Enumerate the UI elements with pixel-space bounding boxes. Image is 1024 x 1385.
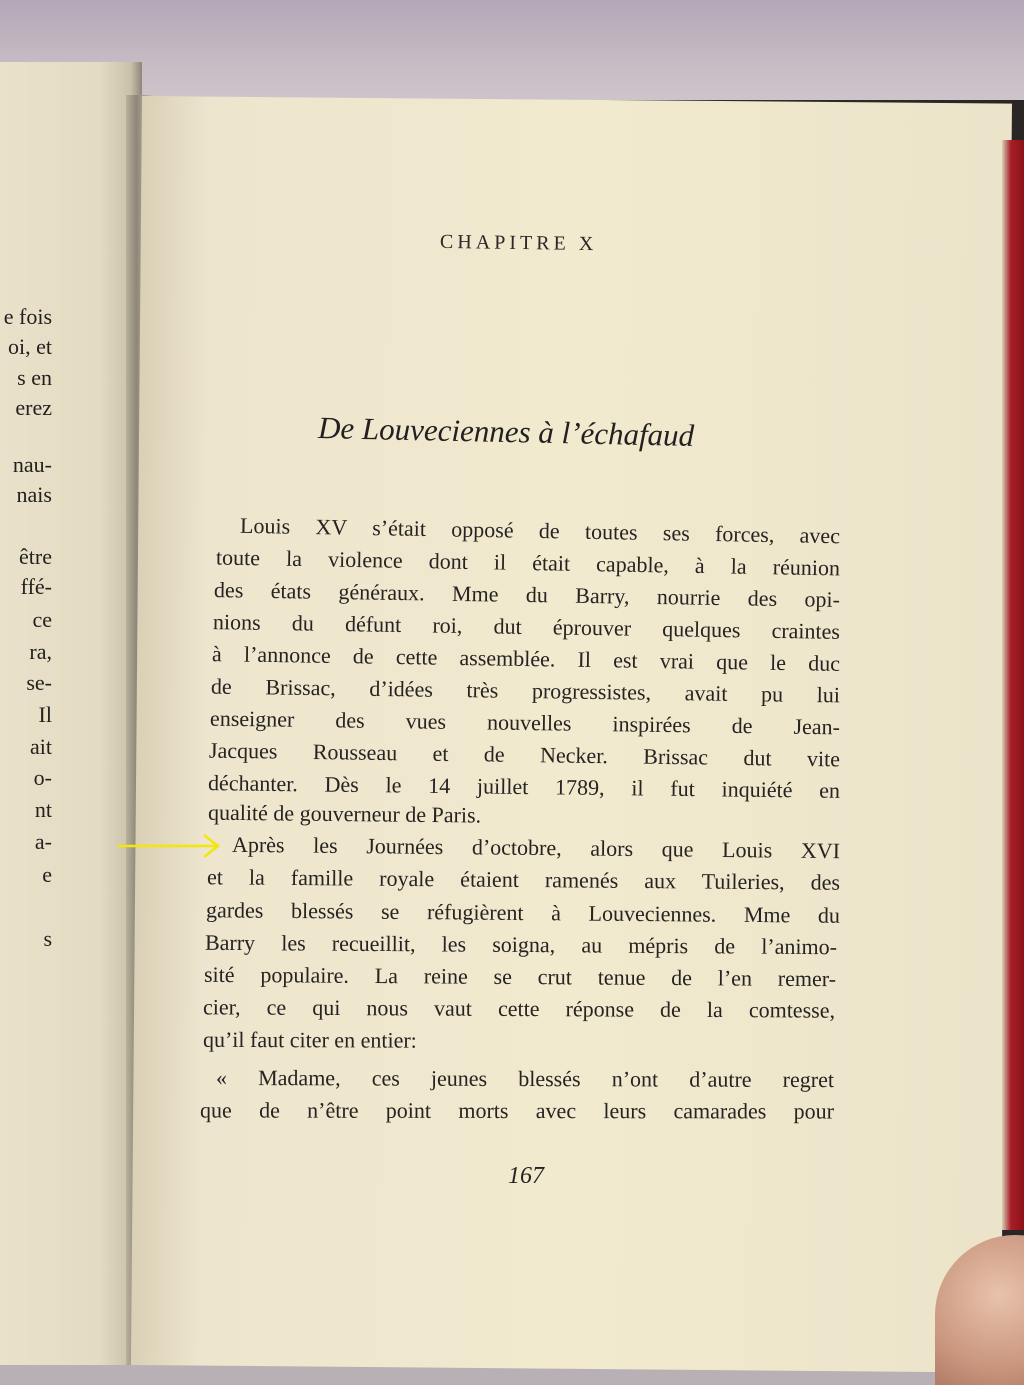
text-line: cier, ce qui nous vaut cette réponse de la comtesse, [202, 994, 836, 1023]
left-fragment: ffé- [20, 574, 52, 599]
left-fragment: e [42, 862, 52, 887]
left-fragment: oi, et [8, 334, 52, 359]
left-fragment: erez [15, 395, 52, 420]
left-fragment: nt [34, 797, 52, 822]
left-fragment: o- [33, 765, 52, 790]
text-line: Après les Journées d’octobre, alors que Louis XVI [231, 831, 841, 864]
left-fragment: s [43, 926, 52, 951]
text-line: qualité de gouverneur de Paris. [207, 799, 482, 828]
left-fragment: s en [17, 365, 52, 390]
text-line: toute la violence dont il était capable, à la réunion [215, 544, 841, 581]
chapter-label: CHAPITRE X [439, 230, 598, 256]
left-fragment: nais [16, 482, 52, 507]
text-line: qu’il faut citer en entier: [202, 1026, 417, 1053]
text-line: Jacques Rousseau et de Necker. Brissac dut vite [208, 737, 841, 772]
left-fragment: ra, [29, 639, 52, 664]
arrow-icon [118, 833, 222, 859]
page-number: 167 [508, 1163, 544, 1189]
left-page [0, 62, 142, 1365]
left-fragment: Il [38, 702, 52, 727]
text-line: que de n’être point morts avec leurs camarades pour [199, 1097, 835, 1124]
left-fragment: nau- [12, 452, 52, 477]
text-line: nions du défunt roi, dut éprouver quelques craintes [212, 609, 841, 644]
text-line: déchanter. Dès le 14 juillet 1789, il fut inquiété en [207, 770, 841, 803]
left-fragment: être [19, 544, 52, 569]
text-line: sité populaire. La reine se crut tenue de l’en remer- [203, 961, 837, 992]
text-line: gardes blessés se réfugièrent à Louveciennes. Mme du [205, 897, 841, 928]
left-fragment: e fois [3, 304, 52, 329]
text-line: « Madame, ces jeunes blessés n’ont d’autre regret [215, 1064, 835, 1093]
text-line: des états généraux. Mme du Barry, nourrie des opi- [213, 577, 841, 612]
annotation-arrow [118, 835, 218, 857]
text-line: enseigner des vues nouvelles inspirées de Jean- [209, 705, 841, 740]
text-line: Louis XV s’était opposé de toutes ses forces, avec [239, 512, 841, 549]
text-line: et la famille royale étaient ramenés aux Tuileries, des [206, 864, 841, 895]
left-fragment: ait [30, 734, 52, 759]
text-line: à l’annonce de cette assemblée. Il est vrai que le duc [211, 641, 841, 676]
left-fragment: se- [26, 670, 52, 695]
chapter-title: De Louveciennes à l’échafaud [317, 410, 695, 453]
text-line: de Brissac, d’idées très progressistes, avait pu lui [210, 673, 841, 708]
left-fragment: a- [34, 829, 52, 854]
book-page-edge [1002, 140, 1024, 1230]
text-line: Barry les recueillit, les soigna, au mépris de l’animo- [204, 929, 838, 960]
left-fragment: ce [32, 607, 52, 632]
